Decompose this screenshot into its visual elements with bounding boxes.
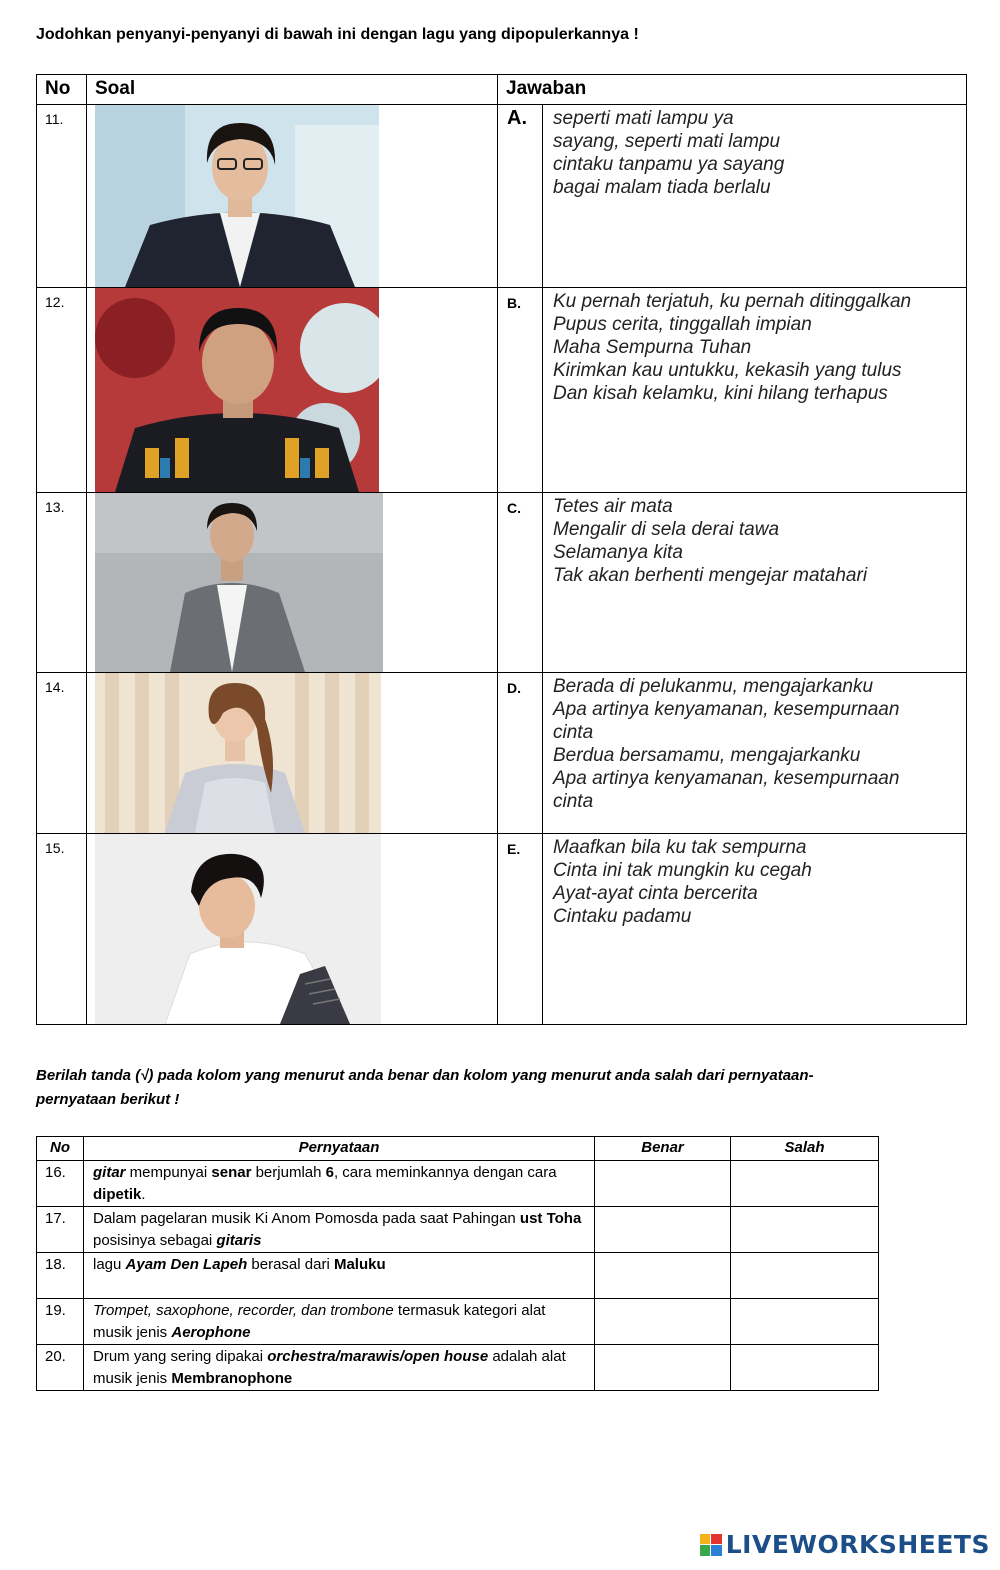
tf-header-no: No — [37, 1137, 84, 1161]
statement-fragment: berasal dari — [247, 1256, 334, 1273]
question-number: 12. — [37, 288, 87, 493]
match-row-12 — [37, 288, 967, 493]
header-jawaban: Jawaban — [498, 75, 967, 105]
true-answer-box[interactable] — [595, 1299, 731, 1345]
statement-text — [84, 1207, 595, 1253]
tf-header-row — [37, 1137, 879, 1161]
match-row-14 — [37, 673, 967, 834]
logo-square — [711, 1534, 722, 1545]
statement-fragment: 6 — [325, 1164, 334, 1181]
liveworksheets-logo[interactable] — [700, 1530, 990, 1559]
match-row-13 — [37, 493, 967, 673]
answer-lyrics — [543, 673, 967, 834]
lyric-line: Mengalir di sela derai tawa — [553, 519, 780, 540]
true-answer-box[interactable] — [595, 1161, 731, 1207]
photo-cell — [87, 288, 498, 493]
lyric-line: Pupus cerita, tinggallah impian — [553, 314, 812, 335]
statement-fragment: gitar — [93, 1164, 126, 1181]
statement-fragment: termasuk kategori alat musik jenis — [93, 1302, 546, 1341]
header-no: No — [37, 75, 87, 105]
lyric-line: cinta — [553, 722, 594, 743]
answer-lyrics — [543, 834, 967, 1025]
lyric-line: Cintaku padamu — [553, 906, 692, 927]
statement-fragment: Maluku — [333, 1256, 386, 1273]
logo-square — [700, 1545, 711, 1556]
question-number: 14. — [37, 673, 87, 834]
singer-photo — [95, 834, 381, 1024]
statement-text — [84, 1161, 595, 1207]
answer-lyrics — [543, 493, 967, 673]
singer-photo — [95, 288, 379, 492]
statement-number: 20. — [37, 1345, 84, 1391]
statement-fragment: mempunyai — [125, 1164, 212, 1181]
answer-letter: B. — [498, 288, 543, 493]
true-answer-box[interactable] — [595, 1345, 731, 1391]
lyric-line: bagai malam tiada berlalu — [553, 177, 771, 198]
lyric-line: Kirimkan kau untukku, kekasih yang tulus — [553, 360, 902, 381]
lyric-line: Ku pernah terjatuh, ku pernah ditinggalkan — [553, 291, 912, 312]
statement-fragment: posisinya sebagai — [93, 1232, 217, 1249]
true-false-instruction: Berilah tanda (√) pada kolom yang menurut anda benar dan kolom yang menurut anda salah dari pernyataan-pernyataan berikut ! — [36, 1067, 814, 1108]
statement-number: 18. — [37, 1253, 84, 1299]
statement-fragment: Drum yang sering dipakai — [93, 1348, 268, 1365]
true-false-table — [36, 1136, 879, 1391]
statement-fragment: senar — [211, 1164, 252, 1181]
answer-lyrics — [543, 288, 967, 493]
match-row-15 — [37, 834, 967, 1025]
answer-letter: C. — [498, 493, 543, 673]
tf-row-20 — [37, 1345, 879, 1391]
false-answer-box[interactable] — [731, 1161, 879, 1207]
lyric-line: Dan kisah kelamku, kini hilang terhapus — [553, 383, 888, 404]
answer-letter: D. — [498, 673, 543, 834]
false-answer-box[interactable] — [731, 1207, 879, 1253]
lyric-line: Maha Sempurna Tuhan — [553, 337, 752, 358]
statement-fragment: Aerophone — [171, 1324, 251, 1341]
tf-header-false: Salah — [731, 1137, 879, 1161]
lyric-line: Maafkan bila ku tak sempurna — [553, 837, 807, 858]
true-answer-box[interactable] — [595, 1253, 731, 1299]
brand-name: LIVEWORKSHEETS — [725, 1530, 990, 1559]
liveworksheets-logo-icon — [700, 1534, 722, 1556]
photo-cell — [87, 493, 498, 673]
singer-photo — [95, 105, 379, 287]
lyric-line: cinta — [553, 791, 594, 812]
statement-fragment: gitaris — [216, 1232, 262, 1249]
statement-fragment: dipetik — [93, 1186, 142, 1203]
lyric-line: Cinta ini tak mungkin ku cegah — [553, 860, 812, 881]
lyric-line: Apa artinya kenyamanan, kesempurnaan — [553, 768, 900, 789]
tf-row-19 — [37, 1299, 879, 1345]
statement-number: 16. — [37, 1161, 84, 1207]
false-answer-box[interactable] — [731, 1253, 879, 1299]
lyric-line: Selamanya kita — [553, 542, 683, 563]
statement-fragment: Dalam pagelaran musik Ki Anom Pomosda pada saat Pahingan — [93, 1210, 520, 1227]
question-number: 11. — [37, 105, 87, 288]
tf-row-16 — [37, 1161, 879, 1207]
lyric-line: Berdua bersamamu, mengajarkanku — [553, 745, 861, 766]
photo-cell — [87, 105, 498, 288]
statement-fragment: Ayam Den Lapeh — [125, 1256, 248, 1273]
statement-text — [84, 1253, 595, 1299]
lyric-line: Berada di pelukanmu, mengajarkanku — [553, 676, 874, 697]
statement-fragment: orchestra/marawis/open house — [267, 1348, 489, 1365]
singer-photo — [95, 673, 381, 833]
tf-header-statement: Pernyataan — [84, 1137, 595, 1161]
tf-row-17 — [37, 1207, 879, 1253]
answer-letter: E. — [498, 834, 543, 1025]
lyric-line: sayang, seperti mati lampu — [553, 131, 781, 152]
logo-square — [711, 1545, 722, 1556]
statement-text — [84, 1345, 595, 1391]
photo-cell — [87, 834, 498, 1025]
match-row-11 — [37, 105, 967, 288]
question-number: 13. — [37, 493, 87, 673]
lyric-line: seperti mati lampu ya — [553, 108, 734, 129]
statement-number: 19. — [37, 1299, 84, 1345]
statement-fragment: . — [141, 1186, 146, 1203]
statement-number: 17. — [37, 1207, 84, 1253]
statement-fragment: berjumlah — [251, 1164, 326, 1181]
match-instruction: Jodohkan penyanyi-penyanyi di bawah ini dengan lagu yang dipopulerkannya ! — [36, 26, 639, 43]
statement-fragment: ust Toha — [519, 1210, 582, 1227]
statement-fragment: Trompet, saxophone, recorder, dan trombone — [93, 1302, 394, 1319]
true-answer-box[interactable] — [595, 1207, 731, 1253]
photo-cell — [87, 673, 498, 834]
statement-fragment: Membranophone — [171, 1370, 293, 1387]
false-answer-box[interactable] — [731, 1345, 879, 1391]
question-number: 15. — [37, 834, 87, 1025]
lyric-line: cintaku tanpamu ya sayang — [553, 154, 785, 175]
singer-photo — [95, 493, 383, 672]
answer-letter: A. — [498, 105, 543, 288]
statement-fragment: adalah alat musik jenis — [93, 1348, 566, 1387]
statement-fragment: lagu — [93, 1256, 126, 1273]
header-soal: Soal — [87, 75, 498, 105]
lyric-line: Apa artinya kenyamanan, kesempurnaan — [553, 699, 900, 720]
tf-row-18 — [37, 1253, 879, 1299]
logo-square — [700, 1534, 711, 1545]
lyric-line: Ayat-ayat cinta bercerita — [553, 883, 758, 904]
matching-table — [36, 74, 967, 1025]
lyric-line: Tak akan berhenti mengejar matahari — [553, 565, 868, 586]
false-answer-box[interactable] — [731, 1299, 879, 1345]
tf-header-true: Benar — [595, 1137, 731, 1161]
answer-lyrics — [543, 105, 967, 288]
matching-header-row — [37, 75, 967, 105]
statement-fragment: , cara meminkannya dengan cara — [333, 1164, 557, 1181]
statement-text — [84, 1299, 595, 1345]
lyric-line: Tetes air mata — [553, 496, 673, 517]
